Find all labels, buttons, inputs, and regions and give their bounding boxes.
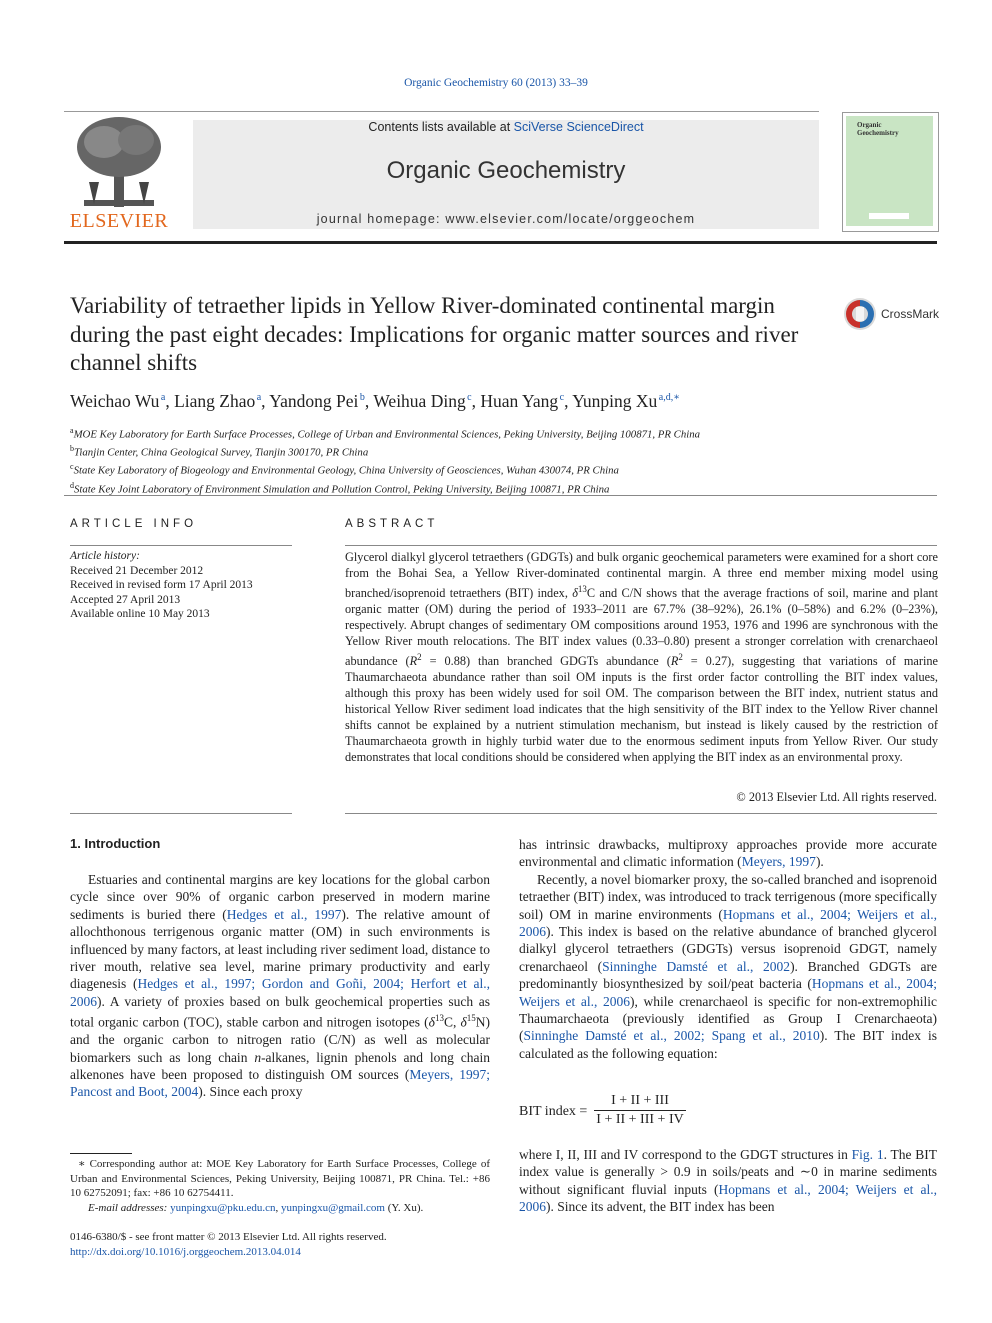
author[interactable]: Yandong Pei $^b$, bbox=[269, 391, 374, 411]
abstract-bottom-rule bbox=[345, 813, 937, 814]
author-affil-sup[interactable]: a bbox=[256, 392, 262, 404]
crossmark-label: CrossMark bbox=[881, 307, 940, 321]
doi-link[interactable]: http://dx.doi.org/10.1016/j.orggeochem.2013.04.014 bbox=[70, 1245, 301, 1258]
author-affil-sup[interactable]: c bbox=[559, 392, 565, 404]
author-list bbox=[70, 391, 930, 412]
author-affil-sup[interactable]: b bbox=[359, 392, 365, 404]
equation-lhs: BIT index = bbox=[519, 1104, 588, 1119]
citation-link[interactable]: Hopmans et al., 2004; Weijers et al., 2006 bbox=[519, 906, 938, 940]
author[interactable]: Liang Zhao $^a$, bbox=[174, 391, 270, 411]
citation-link[interactable]: Meyers, 1997; Pancost and Boot, 2004 bbox=[70, 1066, 490, 1100]
journal-banner bbox=[193, 120, 819, 229]
email-link[interactable]: yunpingxu@gmail.com bbox=[281, 1201, 385, 1214]
contents-prefix: Contents lists available at bbox=[368, 120, 511, 134]
affiliation-text: State Key Laboratory of Biogeology and Environmental Geology, China University of Geosciences, Wuhan 430074, PR China bbox=[73, 464, 619, 477]
author-affil-sup[interactable]: c bbox=[467, 392, 472, 404]
cover-title-line1: Organic bbox=[857, 121, 882, 129]
author[interactable]: Weichao Wu $^a$, bbox=[70, 391, 175, 411]
affiliations bbox=[70, 424, 930, 497]
author[interactable]: Weihua Ding $^c$, bbox=[373, 391, 481, 411]
author-name: Weihua Ding bbox=[373, 391, 466, 411]
article-title: Variability of tetraether lipids in Yellow River-dominated continental margin during the past eight decades: Implications for organic matter sources and river channel shifts bbox=[70, 293, 799, 375]
affiliation-text: MOE Key Laboratory for Earth Surface Processes, College of Urban and Environmental Sciences, Peking University, Beijing 100871, PR China bbox=[73, 428, 701, 441]
journal-citation[interactable]: Organic Geochemistry 60 (2013) 33–39 bbox=[404, 77, 588, 89]
article-history bbox=[70, 549, 300, 622]
paragraph: Estuaries and continental margins are key locations for the global carbon cycle since over 90% of organic carbon preserved in modern marine sediments is buried there (Hedges et al., 1997). The relative amount of allochthonous terrigenous organic matter (OM) in such environments is influenced by many factors, at least including river sediment load, distance to river mouth, relative sea level, marine primary productivity and early diagenesis (Hedges et al., 1997; Gordon and Goñi, 2004; Herfort et al., 2006). A variety of proxies based on bulk geochemical properties such as total organic carbon (TOC), stable carbon and nitrogen isotopes ($\delta^{13}C$, $\delta^{15}N$) and the organic carbon to nitrogen ratio (C/N) as well as molecular biomarkers such as long chain n-alkanes, lignin phenols and long chain alkenones have been proposed to distinguish OM sources (Meyers, 1997; Pancost and Boot, 2004). Since each proxy bbox=[70, 872, 490, 1100]
history-label: Article history: bbox=[70, 550, 140, 562]
journal-cover bbox=[842, 112, 939, 232]
front-matter-text: 0146-6380/$ - see front matter © 2013 Elsevier Ltd. All rights reserved. bbox=[70, 1231, 387, 1243]
affiliation bbox=[70, 442, 930, 460]
affiliation bbox=[70, 424, 930, 442]
header-thick-rule bbox=[64, 241, 937, 244]
journal-title: Organic Geochemistry bbox=[386, 157, 626, 184]
footnote-star: ∗ bbox=[78, 1158, 86, 1170]
author-name: Liang Zhao bbox=[174, 391, 256, 411]
history-item: Accepted 27 April 2013 bbox=[70, 593, 181, 606]
cover-footer bbox=[869, 213, 909, 219]
email-separator: , bbox=[275, 1201, 279, 1214]
article-info-bottom-rule bbox=[70, 813, 292, 814]
right-column-text bbox=[519, 836, 937, 1062]
footnote bbox=[70, 1157, 490, 1215]
figure-link[interactable]: Fig. 1 bbox=[851, 1147, 884, 1162]
author-affil-sup[interactable]: a,d,∗ bbox=[658, 392, 680, 404]
cover-title bbox=[857, 121, 899, 137]
author-name: Huan Yang bbox=[480, 391, 559, 411]
affiliation-sup: c bbox=[70, 462, 74, 472]
email-label: E-mail addresses: bbox=[88, 1201, 168, 1214]
email-line bbox=[70, 1201, 490, 1216]
fraction-bar bbox=[594, 1110, 686, 1111]
front-matter bbox=[70, 1230, 490, 1259]
paragraph: Recently, a novel biomarker proxy, the so-called branched and isoprenoid tetraether (BIT) index, was introduced to track terrigenous (more specifically soil) OM in marine environments (Hopmans et al., 2004; Weijers et al., 2006). This index is based on the relative abundance of branched glycerol dialkyl glycerol tetraethers (GDGTs) versus isoprenoid GDGT, namely crenarchaeol (Sinninghe Damsté et al., 2002). Branched GDGTs are predominantly biosynthesized by soil/peat bacteria (Hopmans et al., 2004; Weijers et al., 2006), while crenarchaeol is specific for non-extremophilic Thaumarchaeota (previously identified as Group I Crenarchaeota) (Sinninghe Damsté et al., 2002; Spang et al., 2010). The BIT index is calculated as the following equation: bbox=[519, 871, 938, 1061]
author-name: Weichao Wu bbox=[70, 391, 160, 411]
author-name: Yandong Pei bbox=[269, 391, 359, 411]
homepage-prefix: journal homepage: bbox=[316, 212, 441, 226]
citation-link[interactable]: Sinninghe Damsté et al., 2002; Spang et al., 2010 bbox=[523, 1028, 820, 1044]
cover-title-line2: Geochemistry bbox=[857, 129, 899, 137]
abstract-text: Glycerol dialkyl glycerol tetraethers (GDGTs) and bulk organic geochemical parameters were examined for a short core from the Bohai Sea, a Yellow River-dominated continental margin. A three end member mixing model using branched/isoprenoid tetraethers (BIT) index, $\delta^{13}C$ and C/N shows that the average fractions of soil, marine and plant organic matter (OM) during the period of 1933–2011 are 67.7% (38–92%), 26.1% (0–58%) and 6.2% (0–23%), respectively. Abrupt changes of sedimentary OM compositions around 1953, 1976 and 1996 are synchronous with the Yellow River mouth relocations. The BIT index values (0.33–0.80) present a stronger correlation with crenarchaeol abundance $(R^2 = 0.88)$ than branched GDGTs abundance $(R^2 = 0.27)$, suggesting that variations of marine Thaumarchaeota abundance rather than soil OM inputs is the first order factor controlling the BIT index values, although this proxy has been widely used for soil OM. The comparison between the BIT index, nutrient status and historical Yellow River sediment load indicates that the high sensitivity of the BIT index to the Yellow River channel shifts cannot be explained by a nutrient stimulation mechanism, but instead is likely caused by the restriction of Thaumarchaeota growth in highly turbid water due to the enormous sediment inputs from Yellow River. Our study demonstrates that local conditions should be considered when applying the BIT index as an environmental proxy. bbox=[345, 550, 939, 765]
abstract-copyright: © 2013 Elsevier Ltd. All rights reserved. bbox=[736, 790, 937, 804]
crossmark-badge[interactable] bbox=[843, 297, 943, 333]
homepage-line bbox=[193, 212, 819, 226]
affiliation-sup: d bbox=[70, 480, 74, 490]
crossmark-icon bbox=[843, 297, 877, 331]
abstract-heading: ABSTRACT bbox=[345, 518, 439, 530]
email-suffix: (Y. Xu). bbox=[387, 1201, 424, 1214]
author[interactable] bbox=[572, 391, 680, 411]
sciencedirect-link[interactable]: SciVerse ScienceDirect bbox=[513, 120, 644, 134]
introduction-heading: 1. Introduction bbox=[70, 836, 161, 851]
corresponding-author-note bbox=[70, 1157, 490, 1201]
article-info-rule bbox=[70, 545, 292, 546]
abstract-rule bbox=[345, 545, 937, 546]
affiliation-text: Tianjin Center, China Geological Survey, Tianjin 300170, PR China bbox=[74, 446, 369, 459]
corresponding-text: Corresponding author at: MOE Key Laboratory for Earth Surface Processes, College of Urban and Environmental Sciences, Peking University, Beijing 100871, PR China. Tel.: +86 10 62752091; fax: +86 10 62754411. bbox=[70, 1158, 491, 1200]
paragraph: where I, II, III and IV correspond to the GDGT structures in Fig. 1. The BIT index value is generally > 0.9 in soils/peats and ∼0 in marine sediments without significant fluvial inputs (Hopmans et al., 2004; Weijers et al., 2006). Since its advent, the BIT index has been bbox=[519, 1147, 937, 1215]
citation-link[interactable]: Hopmans et al., 2004; Weijers et al., 2006 bbox=[519, 976, 938, 1009]
affiliation-sup: b bbox=[70, 444, 74, 454]
affiliation-sup: a bbox=[70, 426, 74, 435]
elsevier-logo bbox=[64, 112, 174, 232]
author[interactable]: Huan Yang $^c$, bbox=[480, 391, 573, 411]
right-column-text-continued bbox=[519, 1146, 937, 1216]
email-link[interactable]: yunpingxu@pku.edu.cn bbox=[170, 1201, 276, 1214]
history-item: Received in revised form 17 April 2013 bbox=[70, 579, 253, 592]
publisher-name: ELSEVIER bbox=[69, 210, 169, 232]
author-name: Yunping Xu bbox=[572, 391, 658, 411]
history-item: Available online 10 May 2013 bbox=[70, 608, 210, 621]
article-info-heading: ARTICLE INFO bbox=[70, 518, 198, 530]
citation-link[interactable]: Meyers, 1997 bbox=[741, 854, 816, 870]
affiliation-rule bbox=[64, 495, 937, 496]
citation-link[interactable]: Sinninghe Damsté et al., 2002 bbox=[602, 958, 791, 974]
citation-link[interactable]: Hopmans et al., 2004; Weijers et al., 2006 bbox=[519, 1181, 937, 1215]
footnote-rule bbox=[70, 1153, 132, 1154]
affiliation bbox=[70, 460, 930, 478]
left-column-text bbox=[70, 871, 490, 1101]
author-affil-sup[interactable]: a bbox=[160, 392, 166, 404]
equation-denominator: I + II + III + IV bbox=[596, 1112, 684, 1127]
elsevier-tree-icon bbox=[64, 112, 174, 212]
affiliation-text: State Key Joint Laboratory of Environment Simulation and Pollution Control, Peking University, Beijing 100871, PR China bbox=[74, 483, 610, 496]
bit-equation bbox=[519, 1093, 819, 1137]
citation-link[interactable]: Hedges et al., 1997 bbox=[226, 906, 342, 922]
history-item: Received 21 December 2012 bbox=[70, 564, 204, 577]
equation-numerator: I + II + III bbox=[611, 1093, 669, 1108]
citation-link[interactable]: Hedges et al., 1997; Gordon and Goñi, 2004; Herfort et al., 2006 bbox=[70, 976, 490, 1009]
paragraph: has intrinsic drawbacks, multiproxy approaches provide more accurate environmental and climatic information (Meyers, 1997). bbox=[519, 837, 937, 870]
header-rule bbox=[64, 111, 819, 112]
contents-line bbox=[193, 120, 819, 134]
equation-fraction bbox=[594, 1093, 686, 1128]
homepage-url[interactable]: www.elsevier.com/locate/orggeochem bbox=[445, 212, 696, 226]
